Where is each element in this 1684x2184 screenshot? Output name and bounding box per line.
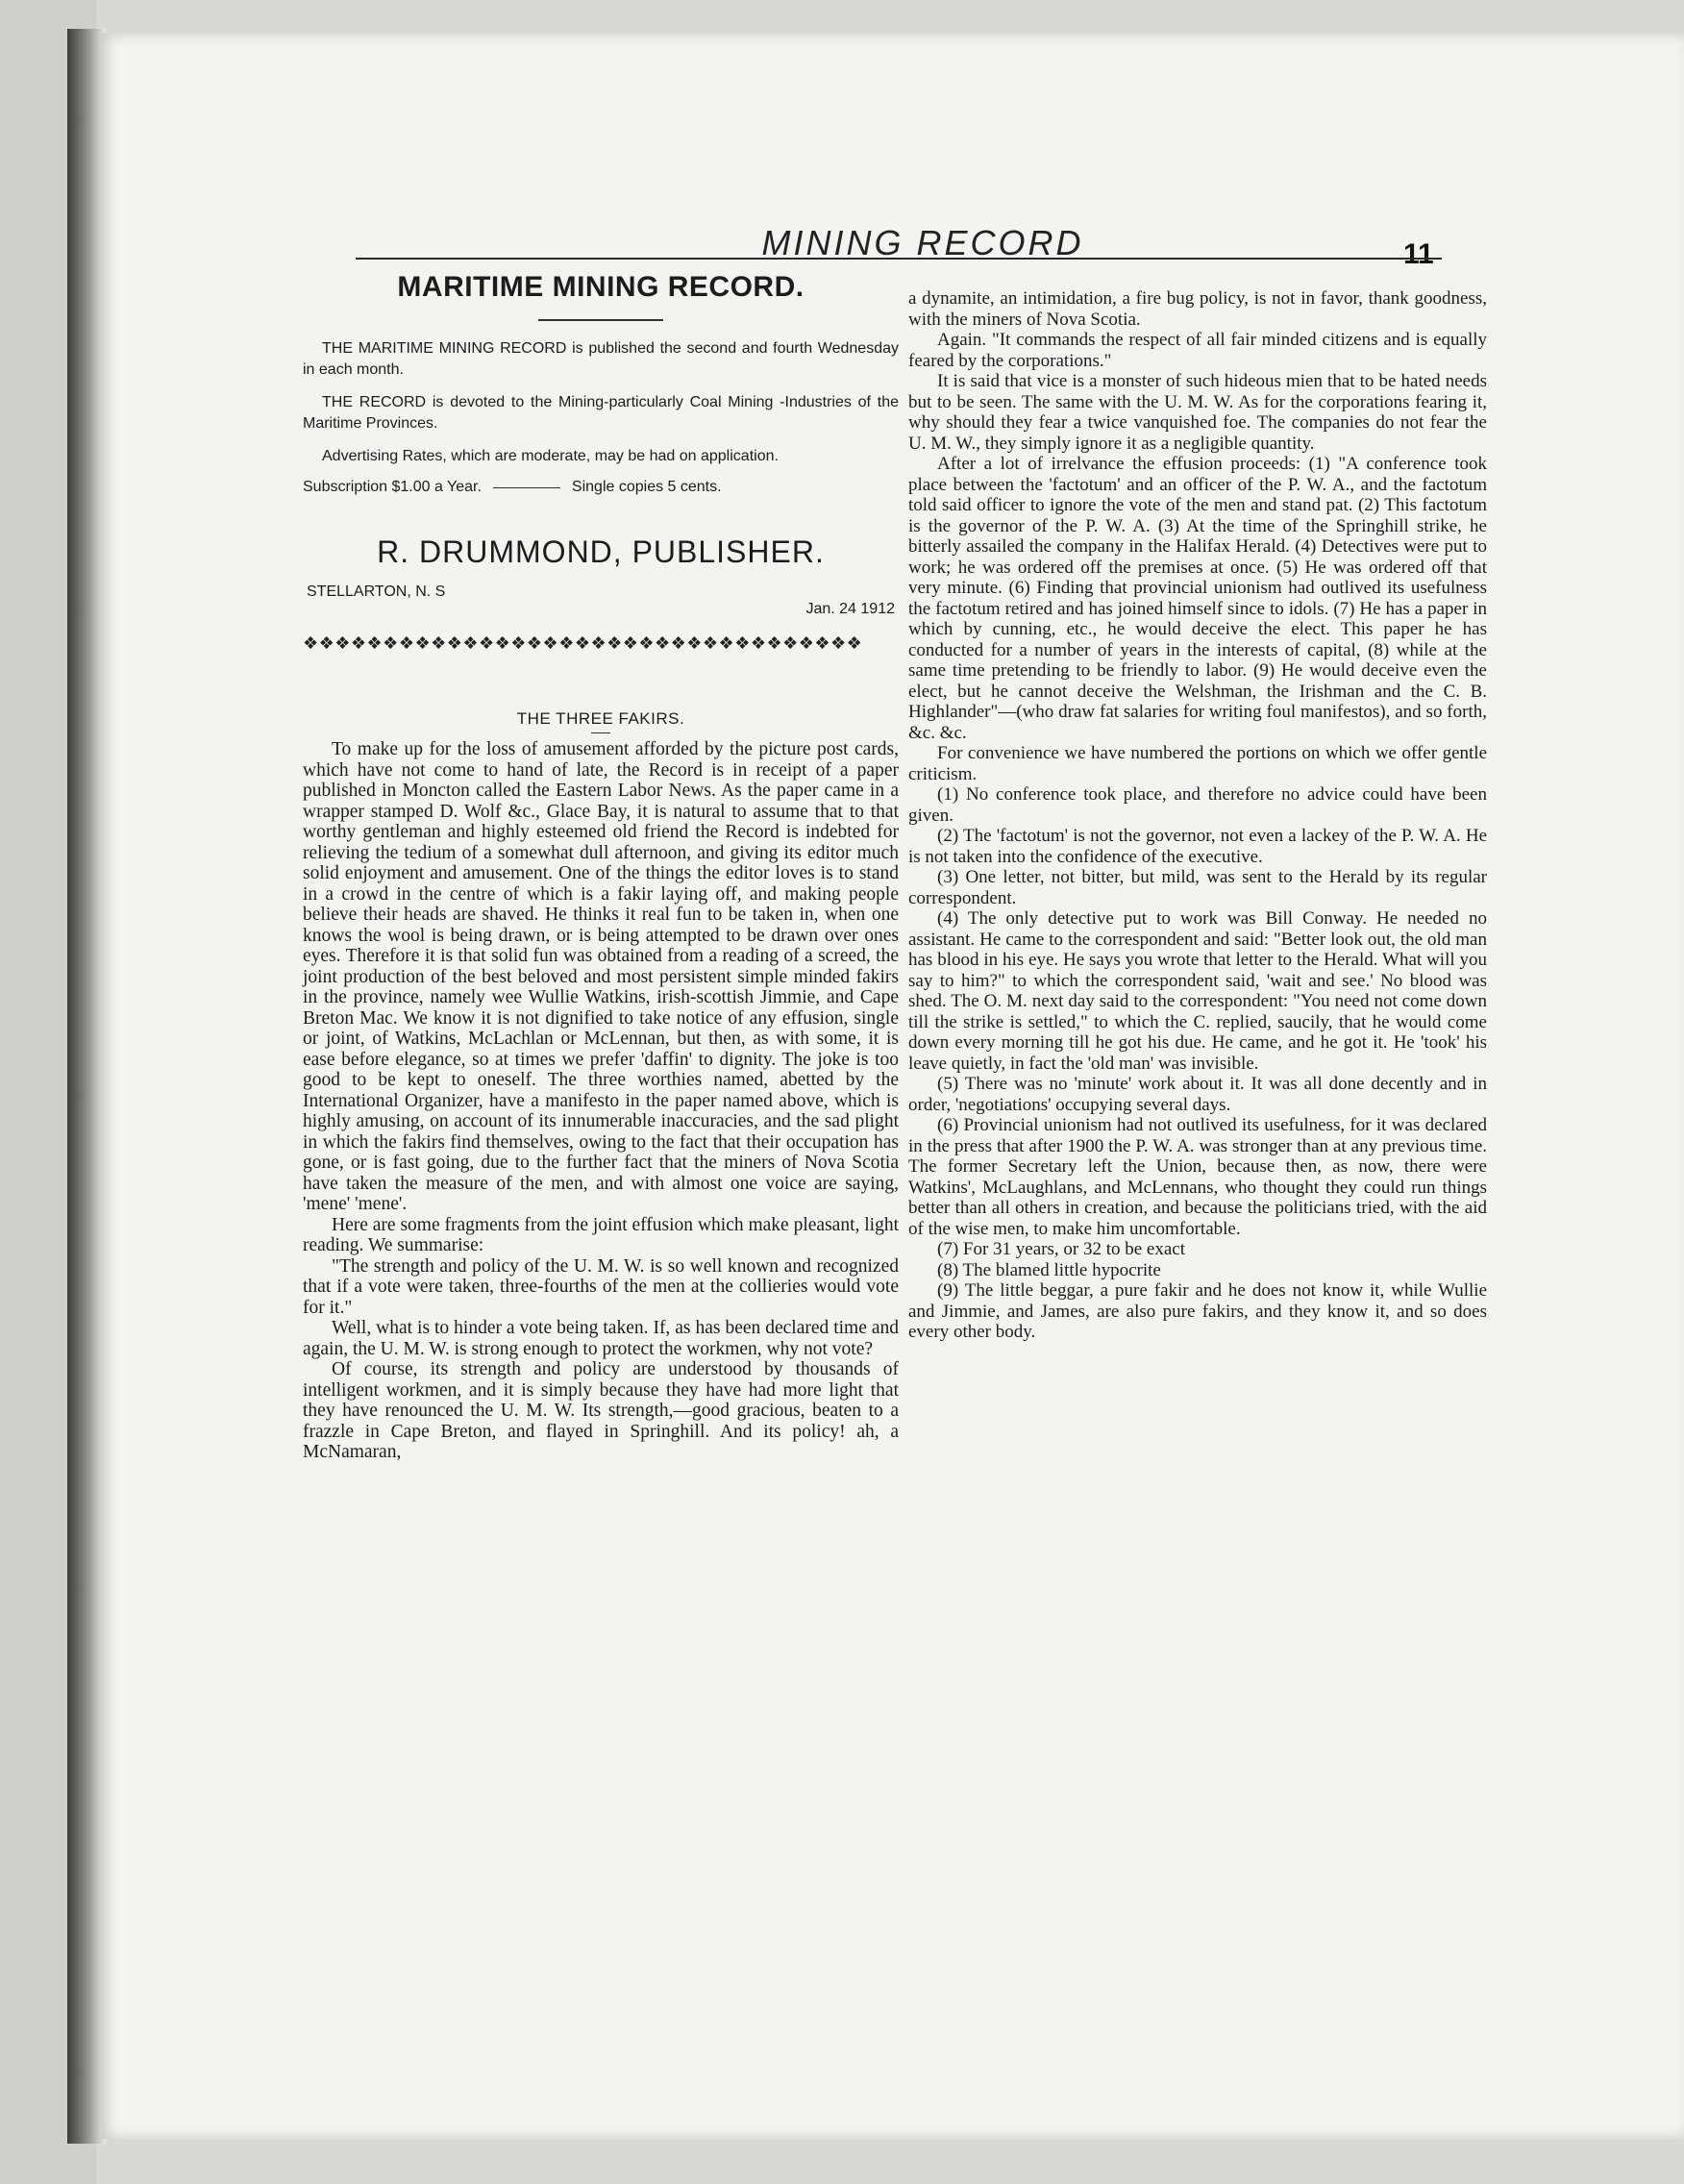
publisher-name: R. DRUMMOND, PUBLISHER. [377,534,825,569]
page-number: 11 [1403,238,1434,270]
advertising-notice: Advertising Rates, which are moderate, may be had on application. [322,448,779,464]
paragraph: To make up for the loss of amusement afforded by the picture post cards, which have not come to hand of late, the Record is in receipt of a paper published in Moncton called the Eastern Labor News. As the paper came in a wrapper stamped D. Wolf &c., Glace Bay, it is natural to assume that to that worthy gentleman and highly esteemed old friend the Record is indebted for relieving the tedium of a somewhat dull afternoon, and giving its editor much solid enjoyment and amusement. One of the things the editor loves is to stand in a crowd in the centre of which is a fakir laying off, and making people believe their heads are shaved. He thinks it real fun to be taken in, when one knows the wool is being drawn, or is being attempted to be drawn over ones eyes. Therefore it is that solid fun was obtained from a reading of a screed, the joint production of the best beloved and most persistent simple minded fakirs in the province, namely wee Wullie Watkins, irish-scottish Jimmie, and Cape Breton Mac. We know it is not dignified to take notice of any effusion, single or joint, of Watkins, McLachlan or McLennan, but then, as with some, it is ease before elegance, so at times we prefer 'daffin' to dignity. The joke is too good to be kept to oneself. The three worthies named, abetted by the International Organizer, have a manifesto in the paper named above, which is highly amusing, on account of its innumerable inaccuracies, and the sad plight in which the fakirs find themselves, owing to the fact that their occupation has gone, or is fast going, due to the further fact that the miners of Nova Scotia have taken the measure of the men, and with almost one voice are saying, 'mene' 'mene'. [303,739,899,1214]
paragraph: Here are some fragments from the joint effusion which make pleasant, light reading. We summarise: [303,1214,899,1255]
paragraph: (4) The only detective put to work was Bill Conway. He needed no assistant. He came to the correspondent and said: "Better look out, the old man has blood in his eye. He says you wrote that letter to the Herald. What will you say to him?" to which the correspondent said, 'wait and see.' No blood was shed. The O. M. next day said to the correspondent: "You need not come down till the strike is settled," to which the C. replied, saucily, that he would come down every morning till he got his due. He came, and he got it. He 'took' his leave quietly, in fact the 'old man' was invisible. [908,908,1487,1074]
header-rule [356,258,1442,260]
binding-spine [67,29,106,2144]
paragraph: (8) The blamed little hypocrite [937,1259,1161,1280]
single-copy-price: Single copies 5 cents. [571,479,722,495]
subscription-dash [493,487,560,488]
paragraph: a dynamite, an intimidation, a fire bug policy, is not in favor, thank goodness, with the miners of Nova Scotia. [908,288,1487,330]
issue-date: Jan. 24 1912 [805,601,895,617]
paragraph: Again. "It commands the respect of all fair minded citizens and is equally feared by the corporations." [908,330,1487,371]
article-body-left [303,739,899,1463]
masthead-title: MARITIME MINING RECORD. [397,271,805,303]
ornamental-rule: ❖❖❖❖❖❖❖❖❖❖❖❖❖❖❖❖❖❖❖❖❖❖❖❖❖❖❖❖❖❖❖❖❖❖❖ [303,633,863,653]
paragraph: Of course, its strength and policy are understood by thousands of intelligent workmen, and it is simply because they have had more light that they have renounced the U. M. W. Its strength,—good gracious, beaten to a frazzle in Cape Breton, and flayed in Springhill. And its policy! ah, a McNamaran, [303,1359,899,1462]
place-date-line [307,583,895,618]
paragraph: Well, what is to hinder a vote being taken. If, as has been declared time and again, the U. M. W. is strong enough to protect the workmen, why not vote? [303,1318,899,1359]
article-body-right [908,288,1487,1343]
paragraph: (1) No conference took place, and therefore no advice could have been given. [908,784,1487,826]
devotion-notice: THE RECORD is devoted to the Mining-particularly Coal Mining -Industries of the Maritime Provinces. [303,394,899,432]
article-title: THE THREE FAKIRS. [516,709,685,728]
paragraph: After a lot of irrelvance the effusion proceeds: (1) "A conference took place between the 'factotum' and an officer of the P. W. A., and the factotum told said officer to ignore the vote of the men and stand pat. (2) This factotum is the governor of the P. W. A. (3) At the time of the Springhill strike, he bitterly assailed the company in the Halifax Herald. (4) Detectives were put to work; he was ordered off the premises at once. (5) He was ordered off that very minute. (6) Finding that provincial unionism had outlived its usefulness the factotum retired and has joined himself since to idols. (7) He has a paper in which by cunning, etc., he would deceive the elect. This paper he has conducted for a number of years in the interests of capital, (8) while at the same time pretending to be friendly to labor. (9) He would deceive even the elect, but he cannot deceive the Welshman, the Irishman and the C. B. Highlander"—(who draw fat salaries for writing foul manifestos), and so forth, &c. &c. [908,454,1487,743]
subscription-line [303,479,899,496]
left-column [303,269,899,1980]
paragraph: It is said that vice is a monster of such hideous mien that to be hated needs but to be seen. The same with the U. M. W. As for the corporations fearing it, why should they fear a twice vanquished foe. The companies do not fear the U. M. W., they simply ignore it as a negligible quantity. [908,371,1487,454]
paragraph: (9) The little beggar, a pure fakir and he does not know it, while Wullie and Jimmie, and James, are also pure fakirs, and they know it, and so does every other body. [908,1280,1487,1342]
paragraph: (5) There was no 'minute' work about it. It was all done decently and in order, 'negotiations' occupying several days. [908,1074,1487,1115]
subscription-price: Subscription $1.00 a Year. [303,479,482,495]
paragraph: (2) The 'factotum' is not the governor, not even a lackey of the P. W. A. He is not taken into the confidence of the executive. [908,826,1487,867]
paragraph: For convenience we have numbered the portions on which we offer gentle criticism. [908,743,1487,784]
paragraph: "The strength and policy of the U. M. W. is so well known and recognized that if a vote were taken, three-fourths of the men at the collieries would vote for it." [303,1255,899,1318]
right-column [908,288,1487,1980]
running-head-title: MINING RECORD [761,223,1084,262]
title-dash [591,732,610,733]
paragraph: (6) Provincial unionism had not outlived its usefulness, for it was declared in the press that after 1900 the P. W. A. was stronger than at any previous time. The former Secretary left the Union, because then, as now, there were Watkins', McLaughlans, and McLennans, who thought they could run things better than all others in creation, and because the politicians tried, with the aid of the wise men, to make him uncomfortable. [908,1115,1487,1239]
masthead-rule [538,319,663,321]
publication-notice: THE MARITIME MINING RECORD is published the second and fourth Wednesday in each month. [303,340,899,378]
paragraph: (3) One letter, not bitter, but mild, was sent to the Herald by its regular correspondent. [908,867,1487,908]
publisher-place: STELLARTON, N. S [307,583,446,600]
paragraph: (7) For 31 years, or 32 to be exact [937,1239,1186,1259]
